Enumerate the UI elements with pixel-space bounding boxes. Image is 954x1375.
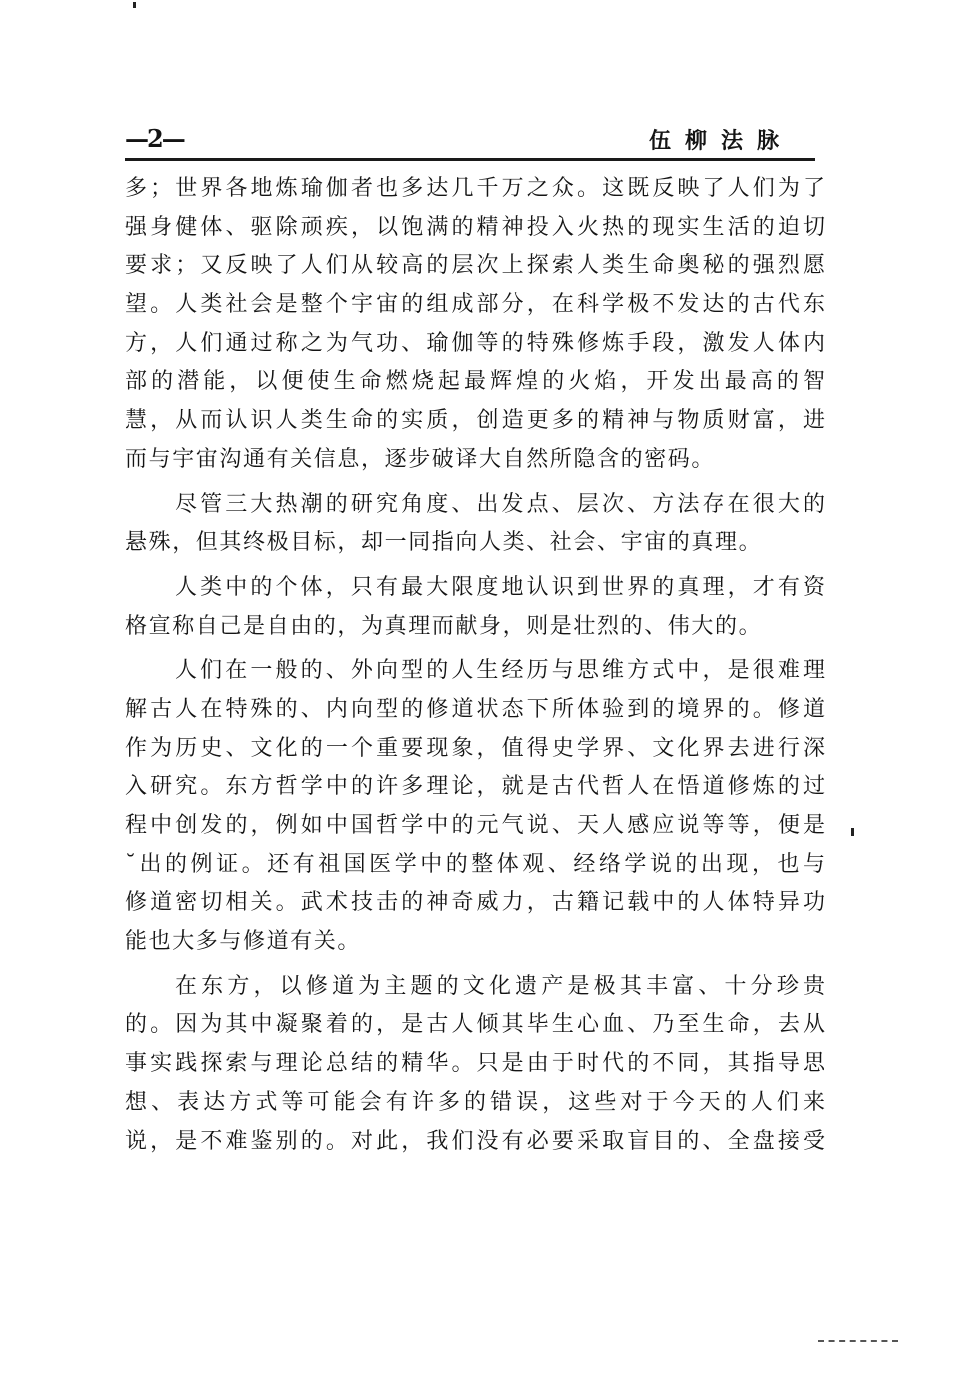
text-line: 悬殊，但其终极目标，却一同指向人类、社会、宇宙的真理。 xyxy=(125,530,763,556)
text-line: 修道密切相关。武术技击的神奇威力，古籍记载中的人体特异功 xyxy=(125,890,825,916)
text-line: 在东方，以修道为主题的文化遗产是极其丰富、十分珍贵 xyxy=(175,973,825,999)
text-line: 说，是不难鉴别的。对此，我们没有必要采取盲目的、全盘接受 xyxy=(125,1128,825,1154)
body-text xyxy=(125,170,825,1161)
scan-speck xyxy=(133,2,136,8)
text-line: 人们在一般的、外向型的人生经历与思维方式中，是很难理 xyxy=(175,658,825,684)
page-number: —2— xyxy=(125,124,184,153)
text-line: 人类中的个体，只有最大限度地认识到世界的真理，才有资 xyxy=(175,574,825,600)
text-line: 能也大多与修道有关。 xyxy=(125,929,362,955)
page-header xyxy=(125,120,815,160)
text-line: 慧，从而认识人类生命的实质，创造更多的精神与物质财富，进 xyxy=(125,408,825,434)
text-line: 入研究。东方哲学中的许多理论，就是古代哲人在悟道修炼的过 xyxy=(125,774,825,800)
text-line: 事实践探索与理论总结的精华。只是由于时代的不同，其指导思 xyxy=(125,1051,825,1077)
text-line: 方，人们通过称之为气功、瑜伽等的特殊修炼手段，激发人体内 xyxy=(125,330,825,356)
text-line: 强身健体、驱除顽疾，以饱满的精神投入火热的现实生活的迫切 xyxy=(125,214,825,240)
running-title: 伍柳法脉 xyxy=(648,128,793,154)
text-line: 解古人在特殊的、内向型的修道状态下所体验到的境界的。修道 xyxy=(125,696,825,722)
text-line: 格宣称自己是自由的，为真理而献身，则是壮烈的、伟大的。 xyxy=(125,613,763,639)
footer-dashes xyxy=(818,1340,898,1342)
text-line: ˘出的例证。还有祖国医学中的整体观、经络学说的出现，也与 xyxy=(125,851,825,877)
header-rule xyxy=(125,158,815,161)
text-line: 而与宇宙沟通有关信息，逐步破译大自然所隐含的密码。 xyxy=(125,446,716,472)
text-line: 的。因为其中凝聚着的，是古人倾其毕生心血、乃至生命，去从 xyxy=(125,1012,825,1038)
text-line: 要求；又反映了人们从较高的层次上探索人类生命奥秘的强烈愿 xyxy=(125,253,825,279)
text-line: 尽管三大热潮的研究角度、出发点、层次、方法存在很大的 xyxy=(175,491,825,517)
text-line: 作为历史、文化的一个重要现象，值得史学界、文化界去进行深 xyxy=(125,735,825,761)
scan-speck xyxy=(851,828,854,836)
text-line: 程中创发的，例如中国哲学中的元气说、天人感应说等等，便是 xyxy=(125,813,825,838)
text-line: 多；世界各地炼瑜伽者也多达几千万之众。这既反映了人们为了 xyxy=(125,176,825,201)
text-line: 部的潜能，以便使生命燃烧起最辉煌的火焰，开发出最高的智 xyxy=(125,369,825,395)
text-line: 想、表达方式等可能会有许多的错误，这些对于今天的人们来 xyxy=(125,1089,825,1115)
text-line: 望。人类社会是整个宇宙的组成部分，在科学极不发达的古代东 xyxy=(125,292,825,318)
